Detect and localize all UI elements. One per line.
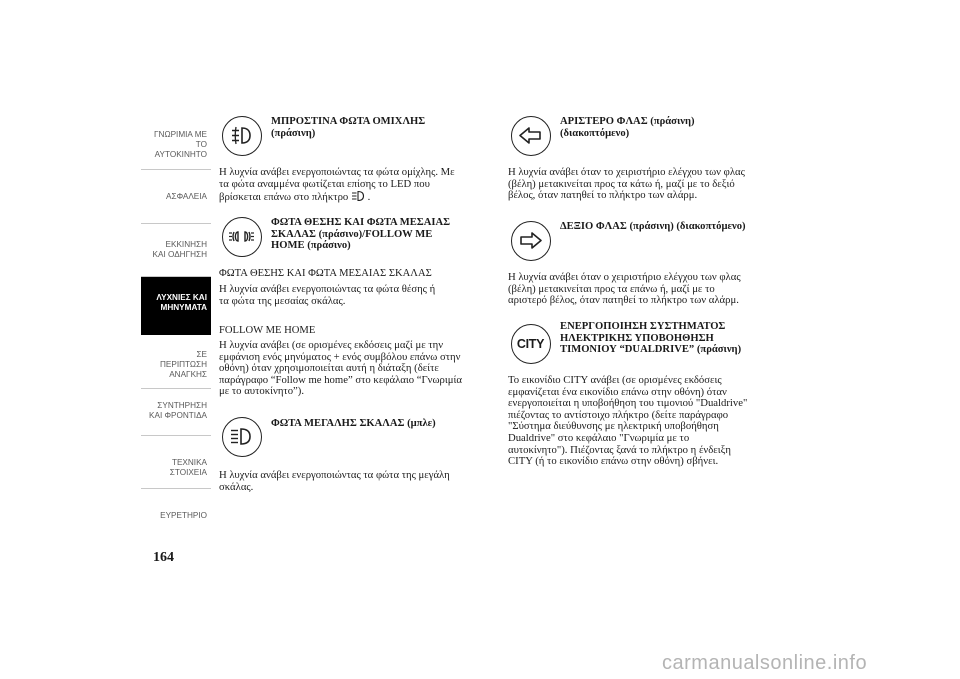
follow-me-home-text: Η λυχνία ανάβει (σε ορισμένες εκδόσεις μαζί με την εμφάνιση ενός μηνύματος + ενός συμβόλου επάνω στην οθόνη) όταν χρησιμοποιείται αυτή η διάταξη (δείτε παράγραφο “Follow me home” στο κεφάλαιο “Γνωριμία με το αυτοκίνητο”). [219,339,462,398]
left-turn-heading: ΑΡΙΣΤΕΡΟ ΦΛΑΣ (πράσινη) (διακοπτόμενο) [560,116,695,139]
tab-label: ΕΥΡΕΤΗΡΙΟ [160,511,207,520]
left-turn-text: Η λυχνία ανάβει όταν το χειριστήριο ελέγχου των φλας (βέλη) μετακινείται προς τα κάτω ή, μαζί με το δεξιό βέλος, όταν πατηθεί το πλήκτρο των αλάρμ. [508,166,745,202]
right-turn-text: Η λυχνία ανάβει όταν ο χειριστήριο ελέγχου των φλας (βέλη) μετακινείται προς τα επάνω ή, μαζί με το αριστερό βέλος, όταν πατηθεί το πλήκτρο των αλάρμ. [508,271,741,307]
chapter-sidebar [141,118,211,542]
fog-lights-heading: ΜΠΡΟΣΤΙΝΑ ΦΩΤΑ ΟΜΙΧΛΗΣ (πράσινη) [271,116,426,139]
tab-emergency[interactable] [141,336,211,389]
position-lights-heading: ΦΩΤΑ ΘΕΣΗΣ ΚΑΙ ΦΩΤΑ ΜΕΣΑΙΑΣ ΣΚΑΛΑΣ (πράσινο)/FOLLOW ME HOME (πράσινο) [271,217,451,251]
position-lights-icon [222,217,262,257]
high-beam-heading: ΦΩΤΑ ΜΕΓΑΛΗΣ ΣΚΑΛΑΣ (μπλε) [271,418,436,429]
right-turn-heading: ΔΕΞΙΟ ΦΛΑΣ (πράσινη) (διακοπτόμενο) [560,221,746,232]
page-number: 164 [153,550,174,565]
tab-starting-driving[interactable] [141,224,211,277]
fog-lights-text: Η λυχνία ανάβει ενεργοποιώντας τα φώτα ομίχλης. Με τα φώτα αναμμένα φωτίζεται επίσης το LED που βρίσκεται επάνω στο πλήκτρο . [219,166,455,204]
left-arrow-icon [511,116,551,156]
tab-warning-lights[interactable] [141,277,211,335]
tab-label: ΛΥΧΝΙΕΣ ΚΑΙ ΜΗΝΥΜΑΤΑ [156,293,207,312]
front-fog-light-icon [222,116,262,156]
city-icon-text: CITY [516,337,545,351]
city-icon [511,324,551,364]
tab-maintenance[interactable] [141,389,211,436]
tab-label: ΣΕ ΠΕΡΙΠΤΩΣΗ ΑΝΑΓΚΗΣ [160,350,207,379]
high-beam-icon [222,417,262,457]
high-beam-text: Η λυχνία ανάβει ενεργοποιώντας τα φώτα της μεγάλη σκάλας. [219,469,450,493]
right-arrow-icon [511,221,551,261]
tab-getting-to-know[interactable] [141,118,211,170]
tab-label: ΑΣΦΑΛΕΙΑ [166,192,207,201]
city-text: Το εικονίδιο CITY ανάβει (σε ορισμένες εκδόσεις εμφανίζεται ένα εικονίδιο επάνω στην οθόνη) όταν ενεργοποιείται η υποβοήθηση του τιμονιού "Dualdrive" πιέζοντας το αντίστοιχο πλήκτρο (δείτε παράγραφο "Σύστημα διεύθυνσης με ηλεκτρική υποβοήθηση Dualdrive" στο κεφάλαιο "Γνωριμία με το αυτοκίνητο"). Πιέζοντας ξανά το πλήκτρο η ένδειξη CITY (ή το εικονίδιο επάνω στην οθόνη) σβήνει. [508,374,748,468]
position-lights-subheading: ΦΩΤΑ ΘΕΣΗΣ ΚΑΙ ΦΩΤΑ ΜΕΣΑΙΑΣ ΣΚΑΛΑΣ [219,268,432,279]
tab-safety[interactable] [141,170,211,224]
follow-me-home-heading: FOLLOW ME HOME [219,325,316,336]
tab-label: ΕΚΚΙΝΗΣΗ ΚΑΙ ΟΔΗΓΗΣΗ [152,240,207,259]
tab-label: ΤΕΧΝΙΚΑ ΣΤΟΙΧΕΙΑ [169,458,207,477]
tab-label: ΣΥΝΤΗΡΗΣΗ ΚΑΙ ΦΡΟΝΤΙΔΑ [149,401,207,420]
fog-button-icon [351,190,365,202]
tab-technical-data[interactable] [141,436,211,489]
city-heading: ΕΝΕΡΓΟΠΟΙΗΣΗ ΣΥΣΤΗΜΑΤΟΣ ΗΛΕΚΤΡΙΚΗΣ ΥΠΟΒΟΗΘΗΣΗ ΤΙΜΟΝΙΟΥ “DUALDRIVE” (πράσινη) [560,321,742,355]
position-lights-text: Η λυχνία ανάβει ενεργοποιώντας τα φώτα θέσης ή τα φώτα της μεσαίας σκάλας. [219,283,436,307]
tab-index[interactable] [141,489,211,541]
watermark: carmanualsonline.info [662,652,868,674]
tab-label: ΓΝΩΡΙΜΙΑ ΜΕ ΤΟ ΑΥΤΟΚΙΝΗΤΟ [154,130,207,159]
